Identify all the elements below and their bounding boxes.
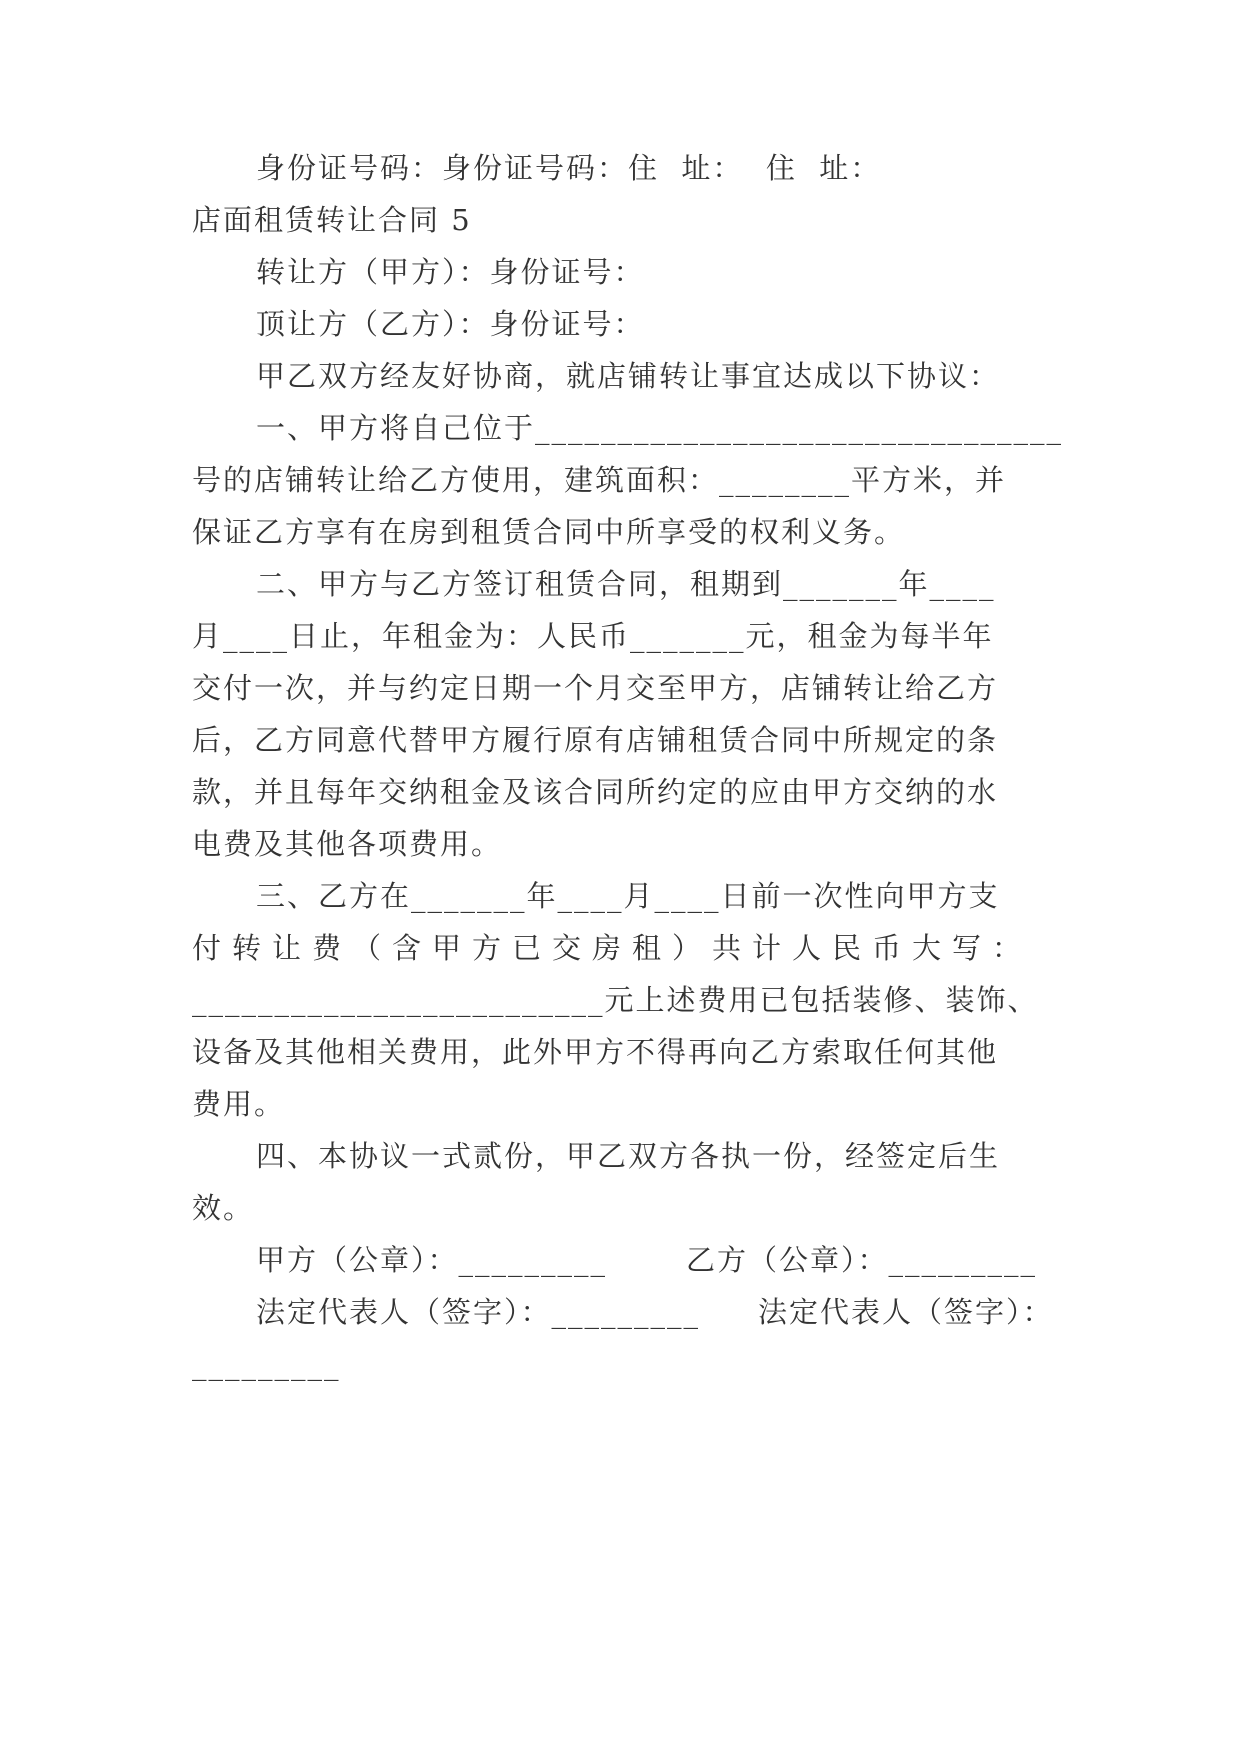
clause-3-line-3: _________________________元上述费用已包括装修、装饰、 <box>192 983 1039 1017</box>
clause-2-line-6: 电费及其他各项费用。 <box>192 827 503 861</box>
transferor-line: 转让方（甲方）：身份证号： <box>256 255 645 289</box>
clause-1-line-3: 保证乙方享有在房到租赁合同中所享受的权利义务。 <box>192 515 906 549</box>
clause-2-line-4: 后，乙方同意代替甲方履行原有店铺租赁合同中所规定的条 <box>192 723 999 757</box>
clause-1-line-1: 一、甲方将自己位于________________________________ <box>256 411 1064 445</box>
id-address-line: 身份证号码：身份证号码：住 址： 住 址： <box>256 151 882 185</box>
transferee-line: 顶让方（乙方）：身份证号： <box>256 307 645 341</box>
clause-4-line-2: 效。 <box>192 1191 255 1225</box>
intro-paragraph: 甲乙双方经友好协商，就店铺转让事宜达成以下协议： <box>256 359 1001 393</box>
party-b-seal-line: 乙方（公章）：_________ <box>686 1243 1038 1277</box>
clause-2-line-5: 款，并且每年交纳租金及该合同所约定的应由甲方交纳的水 <box>192 775 999 809</box>
clause-2-line-2: 月____日止，年租金为：人民币_______元，租金为每半年 <box>192 619 994 653</box>
clause-3-line-5: 费用。 <box>192 1087 286 1121</box>
clause-3-line-1: 三、乙方在_______年____月____日前一次性向甲方支 <box>256 879 1000 913</box>
clause-3-line-4: 设备及其他相关费用，此外甲方不得再向乙方索取任何其他 <box>192 1035 999 1069</box>
party-b-representative-blank: _________ <box>192 1347 341 1381</box>
party-a-seal-line: 甲方（公章）：_________ <box>256 1243 608 1277</box>
party-a-representative-line: 法定代表人（签字）：_________ <box>256 1295 701 1329</box>
clause-4-line-1: 四、本协议一式贰份，甲乙双方各执一份，经签定后生 <box>256 1139 1001 1173</box>
contract-title: 店面租赁转让合同 5 <box>192 203 472 237</box>
clause-2-line-1: 二、甲方与乙方签订租赁合同，租期到_______年____ <box>256 567 996 601</box>
clause-1-line-2: 号的店铺转让给乙方使用，建筑面积：________平方米，并 <box>192 463 1007 497</box>
clause-2-line-3: 交付一次，并与约定日期一个月交至甲方，店铺转让给乙方 <box>192 671 999 705</box>
party-b-representative-line: 法定代表人（签字）： <box>758 1295 1054 1329</box>
clause-3-line-2: 付转让费（含甲方已交房租）共计人民币大写： <box>192 931 1033 965</box>
